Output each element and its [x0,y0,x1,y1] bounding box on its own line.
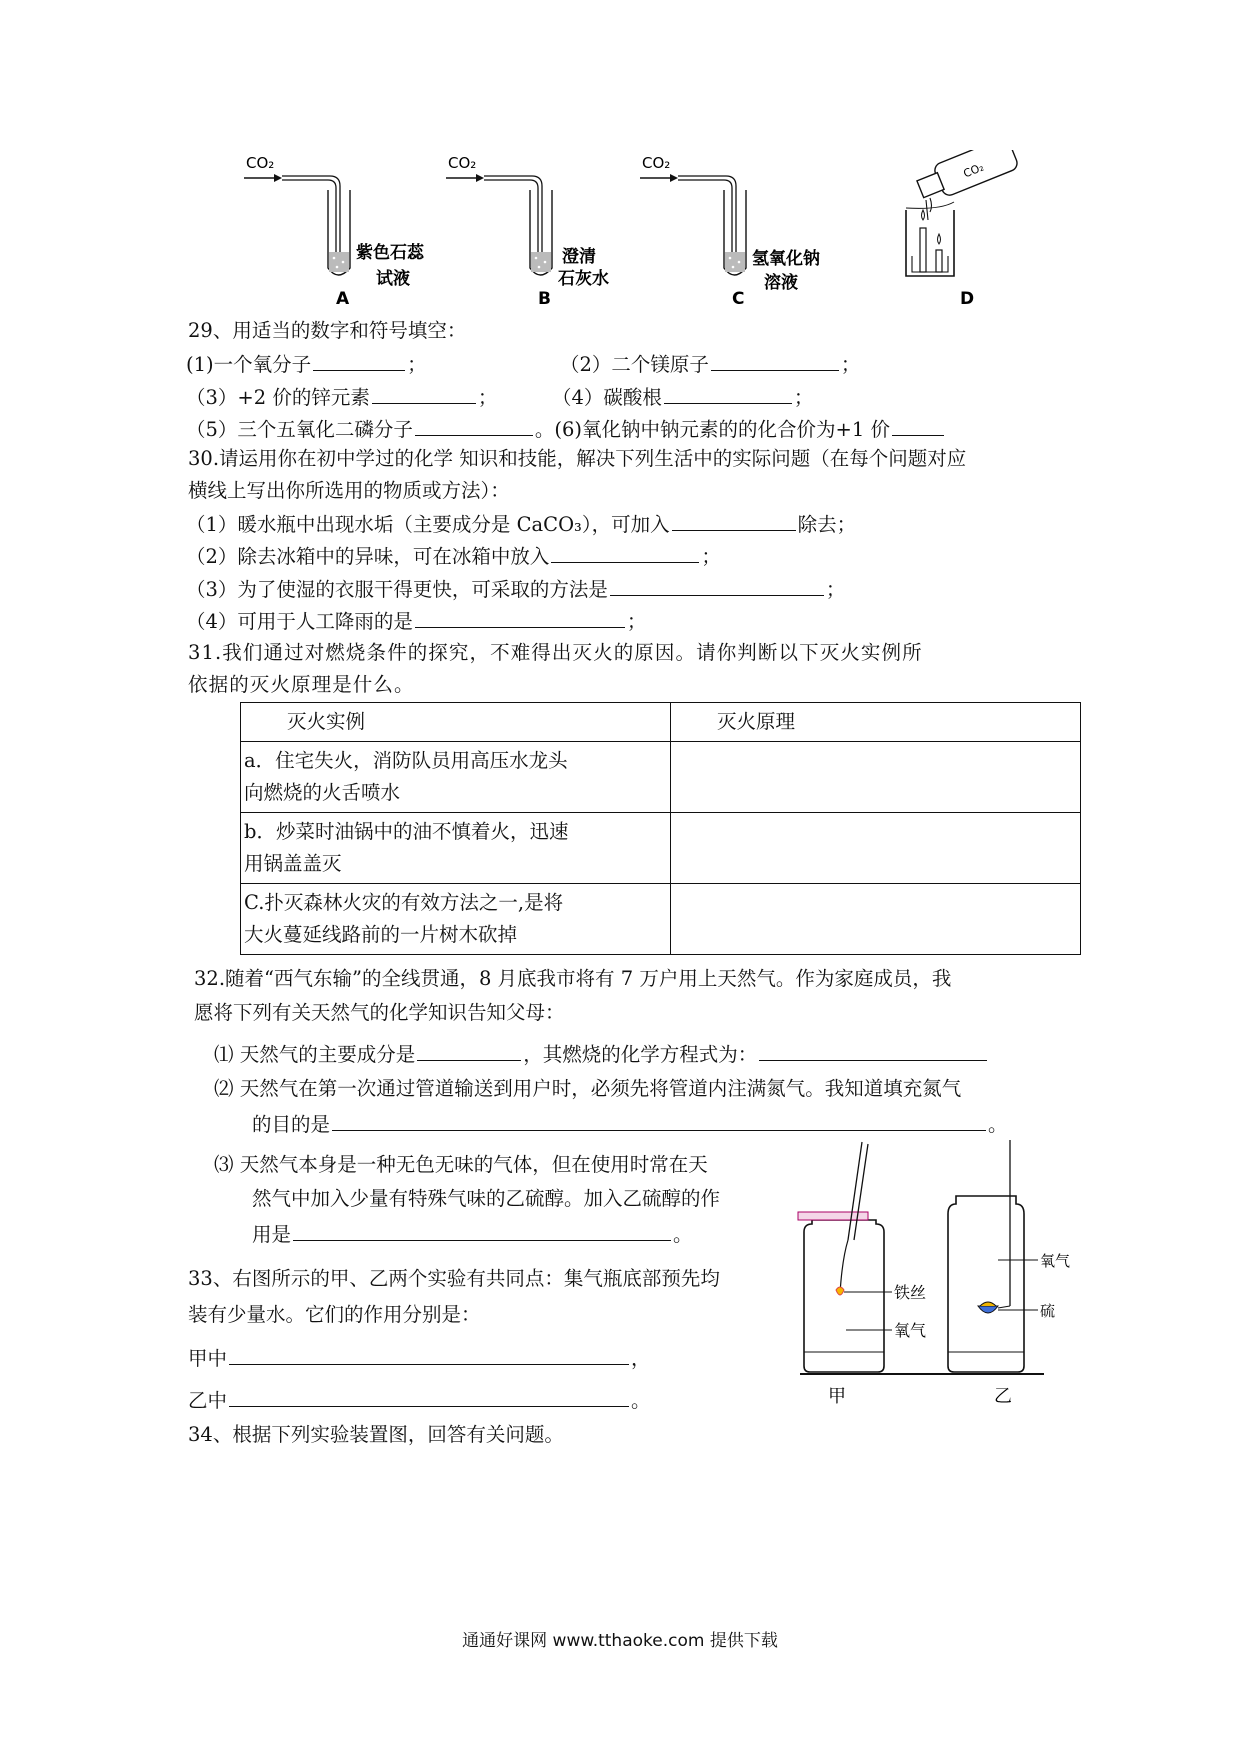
apparatus-b [446,154,609,309]
page-footer: 通通好课网 www.tthaoke.com 提供下载 [462,1631,778,1651]
co2-bottle-label: CO₂ [961,160,986,181]
q29-title: 29、用适当的数字和符号填空： [188,319,467,342]
q32-title1: 32.随着“西气东输”的全线贯通，8 月底我市将有 7 万户用上天然气。作为家庭成员，我 [194,967,952,990]
q29-sep: ； [793,386,814,409]
q32-line3c [252,1218,693,1250]
q32-title2: 愿将下列有关天然气的化学知识告知父母： [194,1001,565,1024]
q32-blank1[interactable] [417,1038,521,1061]
label-c: C [732,289,745,309]
q29-blank5[interactable] [415,413,533,436]
q29-sep: ； [407,353,427,376]
q29-item2: （2）二个镁原子 [560,353,709,376]
example-text: 向燃烧的火舌喷水 [244,781,401,804]
q30-item1-end: 除去； [797,513,857,536]
co2-label-a: CO₂ [246,154,275,172]
q29-item5: （5）三个五氧化二磷分子 [186,418,413,441]
q32-item3b: 然气中加入少量有特殊气味的乙硫醇。加入乙硫醇的作 [252,1187,721,1210]
label-iron-wire: 铁丝 [894,1283,927,1302]
q32-blank3[interactable] [332,1108,986,1131]
principle-answer-cell[interactable] [671,742,1081,813]
candle-left [920,228,926,272]
co2-experiment-figure [240,150,1080,310]
jar-yi [948,1140,1070,1407]
q32-blank4[interactable] [293,1218,671,1241]
q31-title1: 31.我们通过对燃烧条件的探究，不难得出灭火的原因。请你判断以下灭火实例所 [188,641,923,664]
q33-jia-label: 甲中 [188,1347,228,1370]
q33-line-jia [188,1342,651,1374]
apparatus-d [906,150,1019,309]
q29-item4: （4）碳酸根 [552,386,662,409]
combustion-jars-figure [784,1140,1094,1420]
q29-blank4[interactable] [664,381,792,404]
example-cell [241,742,671,813]
q32-item3d: 。 [673,1223,693,1246]
q29-sep: ； [840,353,861,376]
q30-line1 [186,508,856,540]
table-row [241,884,1081,955]
q30-item3: （3）为了使湿的衣服干得更快，可采取的方法是 [186,578,608,601]
principle-answer-cell[interactable] [671,884,1081,955]
q33-blank-jia[interactable] [229,1342,629,1365]
q30-line2 [186,540,721,572]
q31-title2: 依据的灭火原理是什么。 [188,673,415,696]
label-sulfur: 硫 [1040,1302,1056,1320]
label-yi: 乙 [994,1386,1012,1407]
apparatus-c [640,154,820,309]
example-text: a．住宅失火，消防队员用高压水龙头 [244,749,568,772]
co2-bottle [914,150,1019,205]
candle-right [936,250,942,272]
q30-title1: 30.请运用你在初中学过的化学 知识和技能，解决下列生活中的实际问题（在每个问题对应 [188,447,967,470]
q33-jia-end: ， [631,1347,651,1370]
q33-title2: 装有少量水。它们的作用分别是： [188,1303,481,1326]
q32-item2c: 。 [988,1113,1008,1136]
liquid-label-c2: 溶液 [764,273,798,293]
q29-item6: 。(6)氧化钠中钠元素的的化合价为+1 价 [534,418,890,441]
q34-title: 34、根据下列实验装置图，回答有关问题。 [188,1423,564,1446]
q33-line-yi [188,1384,651,1416]
q29-line2b [552,381,813,413]
q32-item2: ⑵ 天然气在第一次通过管道输送到用户时，必须先将管道内注满氮气。我知道填充氮气 [214,1077,962,1100]
liquid-label-b2: 石灰水 [558,269,609,289]
q33-yi-label: 乙中 [188,1389,228,1412]
q32-item3c: 用是 [252,1223,292,1246]
q30-sep: ； [626,610,647,633]
q33-title1: 33、右图所示的甲、乙两个实验有共同点：集气瓶底部预先均 [188,1267,720,1290]
liquid-label-c: 氢氧化钠 [752,249,820,269]
q32-line2b [252,1108,1008,1140]
label-d: D [960,289,975,309]
q29-line1b [560,348,860,380]
col-header-example: 灭火实例 [241,703,671,742]
label-b: B [538,289,551,309]
example-text: 用锅盖盖灭 [244,852,342,875]
label-jia: 甲 [828,1386,846,1407]
q29-item1: (1)一个氧分子 [186,353,312,376]
q32-item2b: 的目的是 [252,1113,331,1136]
q30-blank3[interactable] [610,573,824,596]
q29-sep: ； [477,386,498,409]
q33-yi-end: 。 [631,1389,651,1412]
liquid-label-a2: 试液 [376,269,410,289]
q32-line1 [214,1038,989,1070]
example-text: 大火蔓延线路前的一片树木砍掉 [244,923,518,946]
co2-label-b: CO₂ [448,154,477,172]
col-header-principle: 灭火原理 [671,703,1081,742]
fire-extinguishing-table [240,702,1081,955]
jar-jia [798,1142,926,1407]
q32-item1b: ，其燃烧的化学方程式为： [523,1043,758,1066]
label-oxygen-yi: 氧气 [1040,1252,1071,1270]
q30-blank4[interactable] [415,605,625,628]
liquid-label-b: 澄清 [562,247,596,267]
q30-blank2[interactable] [551,540,699,563]
q29-blank1[interactable] [313,348,405,371]
q29-item3: （3）+2 价的锌元素 [186,386,370,409]
q29-line2 [186,381,497,413]
q30-item2: （2）除去冰箱中的异味，可在冰箱中放入 [186,545,550,568]
example-cell [241,813,671,884]
q32-blank2[interactable] [759,1038,987,1061]
q29-blank3[interactable] [372,381,476,404]
example-text: b．炒菜时油锅中的油不慎着火，迅速 [244,820,569,843]
liquid-label-a: 紫色石蕊 [356,243,424,263]
q30-line3 [186,573,845,605]
q30-item4: （4）可用于人工降雨的是 [186,610,413,633]
apparatus-a [244,154,425,309]
table-row [241,742,1081,813]
q32-item3a: ⑶ 天然气本身是一种无色无味的气体，但在使用时常在天 [214,1153,708,1176]
co2-label-c: CO₂ [642,154,671,172]
q29-line1 [186,348,427,380]
q29-blank6[interactable] [892,413,944,436]
label-oxygen-jia: 氧气 [894,1321,927,1340]
q29-blank2[interactable] [711,348,839,371]
q30-blank1[interactable] [672,508,796,531]
q30-sep: ； [825,578,846,601]
table-header-row [241,703,1081,742]
beaker [906,210,954,276]
table-row [241,813,1081,884]
example-text: C.扑灭森林火灾的有效方法之一,是将 [244,891,564,914]
q33-blank-yi[interactable] [229,1384,629,1407]
q30-sep: ； [701,545,721,568]
q30-line4 [186,605,646,637]
q29-line3 [186,413,946,445]
label-a: A [336,289,350,309]
example-cell [241,884,671,955]
q30-item1: （1）暖水瓶中出现水垢（主要成分是 CaCO₃），可加入 [186,513,670,536]
principle-answer-cell[interactable] [671,813,1081,884]
q32-item1: ⑴ 天然气的主要成分是 [214,1043,416,1066]
q30-title2: 横线上写出你所选用的物质或方法）： [188,479,510,502]
